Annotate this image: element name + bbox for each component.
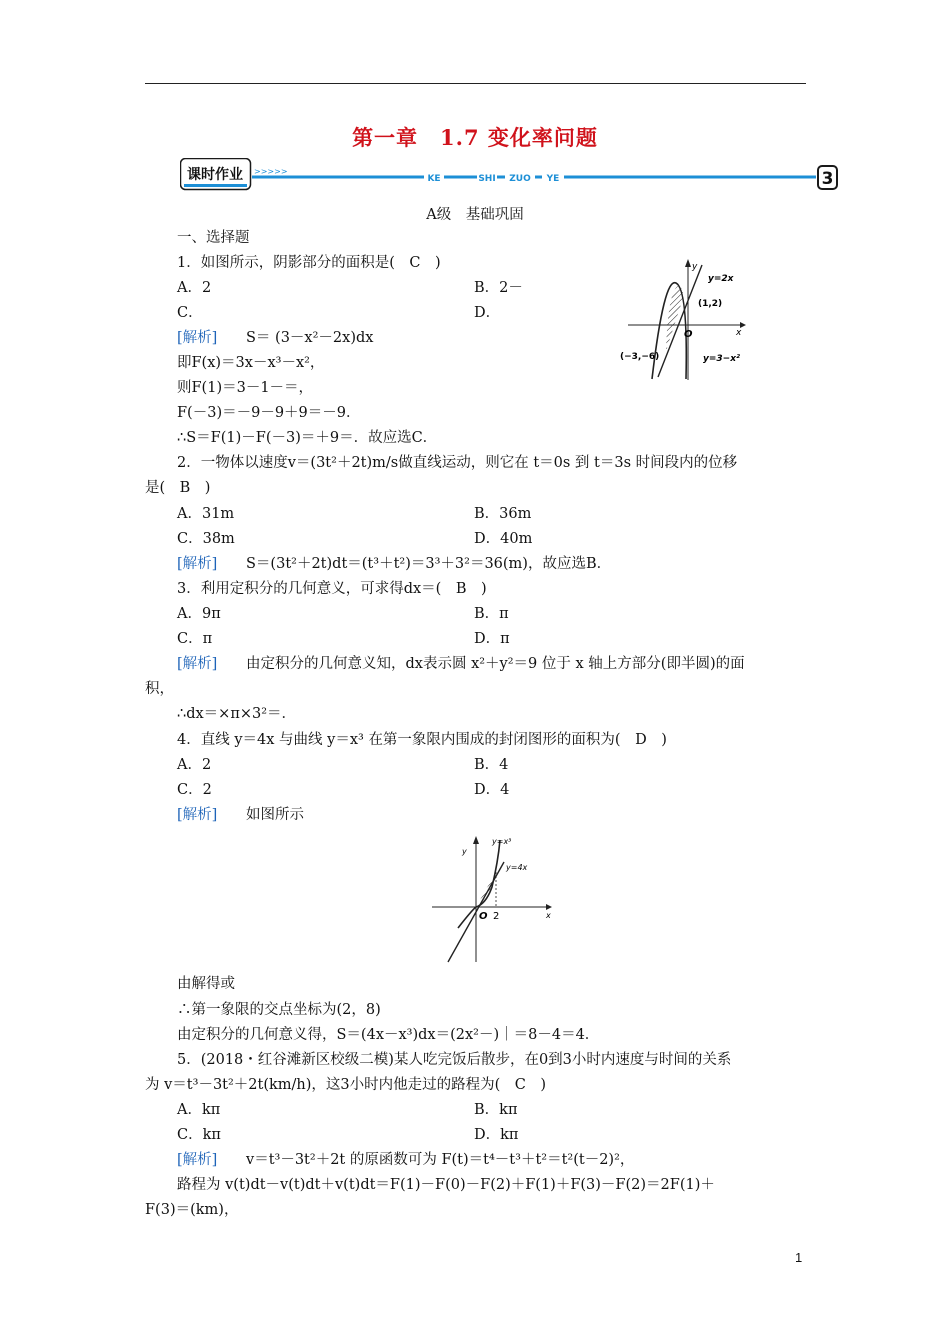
q3-option-a: A．9π [177,606,221,622]
q5-option-d: D．kπ [474,1127,519,1143]
q3-option-d: D．π [474,631,510,647]
q3-analysis-line-2: 积， [145,681,174,697]
fig1-label-curve: y=3−x² [703,354,740,364]
q5-option-b: B．kπ [474,1102,518,1118]
section-heading: 一、选择题 [177,230,250,246]
question-1: 1．如图所示，阴影部分的面积是( C ) [177,255,441,271]
q1-analysis-line-5: ∴S＝F(1)－F(－3)＝＋9＝．故应选C． [177,430,438,446]
analysis-label-4: [解析] [177,807,218,823]
q4-analysis-line-2: 由解得或 [177,976,235,992]
q3-analysis-line-1: 由定积分的几何意义知，dx表示圆 x²＋y²＝9 位于 x 轴上方部分(即半圆)的面 [246,656,745,672]
banner-pinyin-4: YE [546,174,560,184]
q1-analysis-line-2: 即F(x)＝3x－x³－x²， [177,355,325,371]
fig2-label-curve: y=x³ [492,837,512,846]
question-4: 4．直线 y＝4x 与曲线 y＝x³ 在第一象限内围成的封闭图形的面积为( D ) [177,732,667,748]
fig2-label-line: y=4x [506,863,528,872]
q4-option-a: A．2 [177,757,212,773]
banner-pinyin-1: KE [427,174,441,184]
analysis-label-3: [解析] [177,656,218,672]
fig2-label-x: x [546,911,551,920]
question-3: 3．利用定积分的几何意义，可求得dx＝( B ) [177,581,487,597]
fig1-label-point-a: (1,2) [698,299,723,309]
banner-pinyin-2: SHI [478,174,496,184]
fig1-label-point-b: (−3,−6) [620,352,660,362]
q4-option-c: C．2 [177,782,212,798]
question-5: 5．(2018・红谷滩新区校级二模)某人吃完饭后散步，在0到3小时内速度与时间的关系 [177,1052,732,1068]
q5-analysis-line-2: 路程为 v(t)dt－v(t)dt＋v(t)dt＝F(1)－F(0)－F(2)＋F(1)＋F(3)－F(2)＝2F(1)＋ [177,1177,715,1193]
section-banner [180,158,840,192]
analysis-label-5: [解析] [177,1152,218,1168]
figure-cubic-line [428,832,558,967]
q5-option-c: C．kπ [177,1127,221,1143]
q2-analysis: S＝(3t²＋2t)dt＝(t³＋t²)＝3³＋3²＝36(m)，故应选B． [246,556,612,572]
question-2-cont: 是( B ) [145,480,211,496]
banner-arrows: >>>>> [254,167,288,176]
level-title: A级 基础巩固 [426,207,524,223]
banner-number: 3 [821,169,834,189]
q5-analysis-line-3: F(3)＝(km)， [145,1202,239,1218]
q1-option-d: D． [474,305,501,321]
fig2-label-y: y [462,847,467,856]
q1-analysis-line-3: 则F(1)＝3－1－＝， [177,380,314,396]
page-number: 1 [795,1250,803,1265]
banner-label: 课时作业 [187,167,243,183]
fig1-label-origin: O [684,329,693,340]
figure-parabola-line [618,255,768,385]
q4-option-b: B．4 [474,757,509,773]
fig1-label-y: y [692,262,698,272]
q1-analysis-line-4: F(－3)＝－9－9＋9＝－9． [177,405,361,421]
analysis-label-1: [解析] [177,330,218,346]
analysis-label-2: [解析] [177,556,218,572]
page-title: 第一章 1.7 变化率问题 [352,125,598,150]
q3-option-b: B．π [474,606,509,622]
q3-option-c: C．π [177,631,213,647]
q1-analysis-line-1: S＝ (3－x²－2x)dx [246,330,374,346]
fig2-label-two: 2 [493,911,500,922]
fig1-label-line: y=2x [708,274,734,284]
q4-analysis-line-1: 如图所示 [246,807,304,823]
q1-option-b: B．2－ [474,280,523,296]
fig2-label-origin: O [479,911,488,922]
fig1-label-x: x [736,328,742,338]
q4-analysis-line-4: 由定积分的几何意义得，S＝(4x－x³)dx＝(2x²－)｜＝8－4＝4． [177,1027,600,1043]
q2-option-b: B．36m [474,506,532,522]
q3-analysis-line-3: ∴dx＝×π×3²＝． [177,706,297,722]
q2-option-c: C．38m [177,531,235,547]
q5-analysis-line-1: v＝t³－3t²＋2t 的原函数可为 F(t)＝t⁴－t³＋t²＝t²(t－2)²， [246,1152,635,1168]
header-rule [145,83,806,84]
q5-option-a: A．kπ [177,1102,221,1118]
q2-option-d: D．40m [474,531,533,547]
q4-analysis-line-3: ∴第一象限的交点坐标为(2，8) [177,1002,381,1018]
q1-option-c: C． [177,305,203,321]
q1-option-a: A．2 [177,280,212,296]
q2-option-a: A．31m [177,506,235,522]
banner-pinyin-3: ZUO [509,174,531,184]
question-2: 2．一物体以速度v＝(3t²＋2t)m/s做直线运动，则它在 t＝0s 到 t＝3s 时间段内的位移 [177,455,738,471]
question-5-cont: 为 v＝t³－3t²＋2t(km/h)，这3小时内他走过的路程为( C ) [145,1077,547,1093]
q4-option-d: D．4 [474,782,510,798]
